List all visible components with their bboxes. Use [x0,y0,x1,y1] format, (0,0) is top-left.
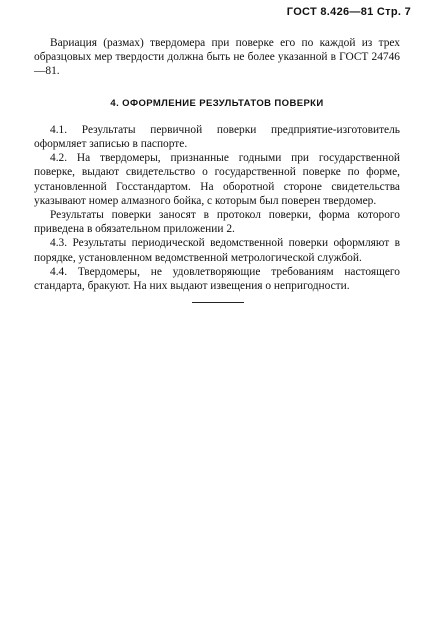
paragraph-4-3: 4.3. Результаты периодической ведомственной поверки оформляют в порядке, установленном ведомственной метрологической службой. [34,237,400,264]
page-header: ГОСТ 8.426—81 Стр. 7 [286,6,411,18]
paragraph-4-1: 4.1. Результаты первичной поверки предприятие-изготовитель оформляет записью в паспорте. [34,123,400,151]
section-title: 4. ОФОРМЛЕНИЕ РЕЗУЛЬТАТОВ ПОВЕРКИ [110,97,324,109]
paragraph-protocol: Результаты поверки заносят в протокол поверки, форма которого приведена в обязательном приложении 2. [34,209,400,236]
paragraph-variation: Вариация (размах) твердомера при поверке его по каждой из трех образцовых мер твердости должна быть не более указанной в ГОСТ 24746—81. [34,37,400,78]
end-divider [192,302,244,303]
page-body [34,36,400,293]
paragraph-4-2: 4.2. На твердомеры, признанные годными при государственной поверке, выдают свидетельство о государственной поверке по форме, установленной Госстандартом. На оборотной стороне свидетельства указывают номер алмазного бойка, с которым был поверен твердомер. [34,152,400,207]
paragraph-4-4: 4.4. Твердомеры, не удовлетворяющие требованиям настоящего стандарта, бракуют. На них выдают извещения о непригодности. [34,265,400,293]
